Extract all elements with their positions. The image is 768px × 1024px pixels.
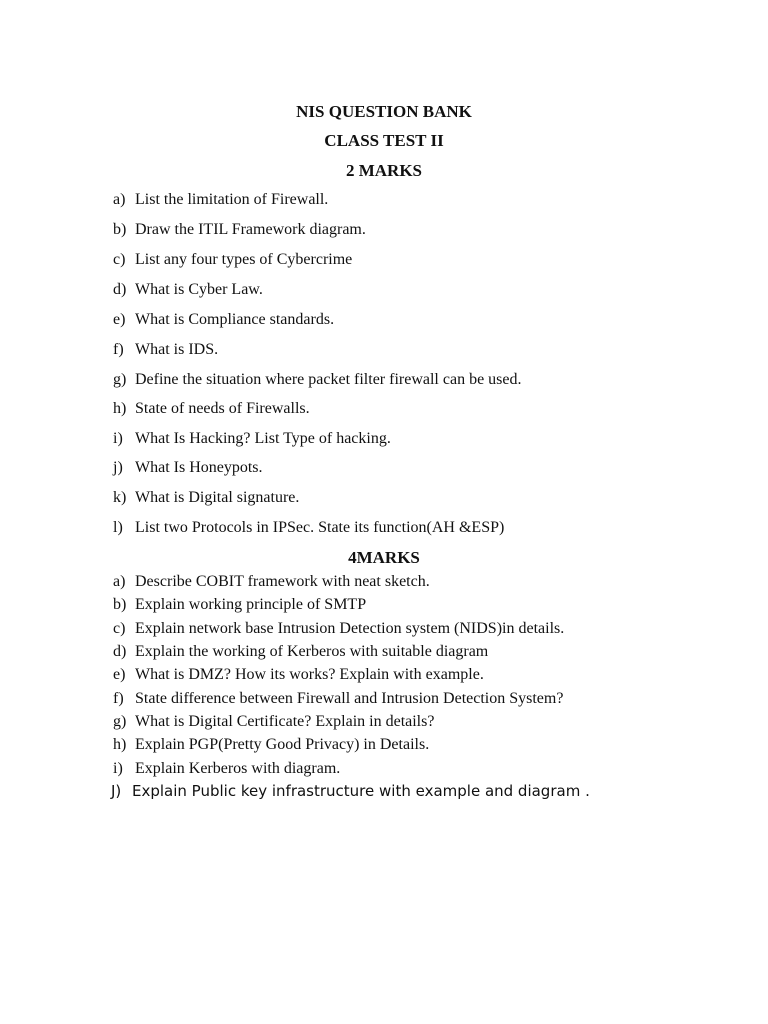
- question-label: b): [113, 596, 127, 613]
- question-text: Explain the working of Kerberos with suitable diagram: [135, 643, 489, 660]
- section-heading-2-marks: 2 MARKS: [345, 161, 423, 180]
- question-label: h): [113, 400, 127, 417]
- question-label: h): [113, 736, 127, 753]
- question-text: What is Digital Certificate? Explain in details?: [135, 713, 435, 730]
- question-item: [113, 595, 366, 615]
- question-item: [113, 572, 430, 592]
- question-item: [113, 429, 391, 449]
- question-label: a): [113, 191, 126, 208]
- question-label: f): [113, 690, 124, 707]
- question-text: State difference between Firewall and Intrusion Detection System?: [135, 690, 564, 707]
- question-text: What is Digital signature.: [135, 489, 300, 506]
- question-label: e): [113, 666, 126, 683]
- question-label: k): [113, 489, 127, 506]
- question-text: Describe COBIT framework with neat sketch.: [135, 573, 430, 590]
- question-text: What Is Hacking? List Type of hacking.: [135, 430, 391, 447]
- question-text: What is Compliance standards.: [135, 311, 335, 328]
- question-item: [113, 665, 484, 685]
- question-text: List the limitation of Firewall.: [135, 191, 329, 208]
- question-text: Explain network base Intrusion Detection system (NIDS)in details.: [135, 620, 565, 637]
- question-label: d): [113, 643, 127, 660]
- question-text: Explain Kerberos with diagram.: [135, 760, 341, 777]
- question-label: a): [113, 573, 126, 590]
- question-label: i): [113, 760, 123, 777]
- question-label: f): [113, 341, 124, 358]
- question-label: e): [113, 311, 126, 328]
- document-subtitle: CLASS TEST II: [324, 131, 444, 150]
- question-label: c): [113, 620, 126, 637]
- question-item: [113, 642, 488, 662]
- question-text: Draw the ITIL Framework diagram.: [135, 221, 366, 238]
- question-item: [113, 619, 564, 639]
- question-label: d): [113, 281, 127, 298]
- question-item: [111, 781, 590, 801]
- question-label: J): [111, 782, 122, 800]
- question-item: [113, 280, 263, 300]
- question-label: j): [113, 459, 123, 476]
- question-item: [113, 518, 504, 538]
- question-text: What is Cyber Law.: [135, 281, 263, 298]
- question-item: [113, 220, 366, 240]
- document-title: NIS QUESTION BANK: [296, 102, 472, 121]
- question-item: [113, 310, 334, 330]
- question-item: [113, 399, 310, 419]
- question-item: [113, 488, 299, 508]
- question-text: What Is Honeypots.: [135, 459, 263, 476]
- question-text: Explain PGP(Pretty Good Privacy) in Details.: [135, 736, 430, 753]
- question-text: Explain working principle of SMTP: [135, 596, 367, 613]
- question-label: c): [113, 251, 126, 268]
- question-text: List two Protocols in IPSec. State its function(AH &ESP): [135, 519, 505, 536]
- question-label: i): [113, 430, 123, 447]
- question-text: Explain Public key infrastructure with example and diagram .: [132, 782, 590, 800]
- question-label: g): [113, 713, 127, 730]
- question-item: [113, 190, 328, 210]
- question-item: [113, 340, 218, 360]
- question-text: What is DMZ? How its works? Explain with example.: [135, 666, 484, 683]
- question-item: [113, 250, 352, 270]
- section-heading-4-marks: 4MARKS: [348, 548, 420, 567]
- question-label: l): [113, 519, 123, 536]
- question-item: [113, 689, 563, 709]
- question-label: b): [113, 221, 127, 238]
- question-text: Define the situation where packet filter firewall can be used.: [135, 371, 522, 388]
- question-item: [113, 712, 434, 732]
- question-label: g): [113, 371, 127, 388]
- question-item: [113, 759, 340, 779]
- question-text: List any four types of Cybercrime: [135, 251, 353, 268]
- question-text: What is IDS.: [135, 341, 219, 358]
- question-item: [113, 735, 429, 755]
- question-item: [113, 458, 263, 478]
- question-item: [113, 370, 522, 390]
- question-text: State of needs of Firewalls.: [135, 400, 310, 417]
